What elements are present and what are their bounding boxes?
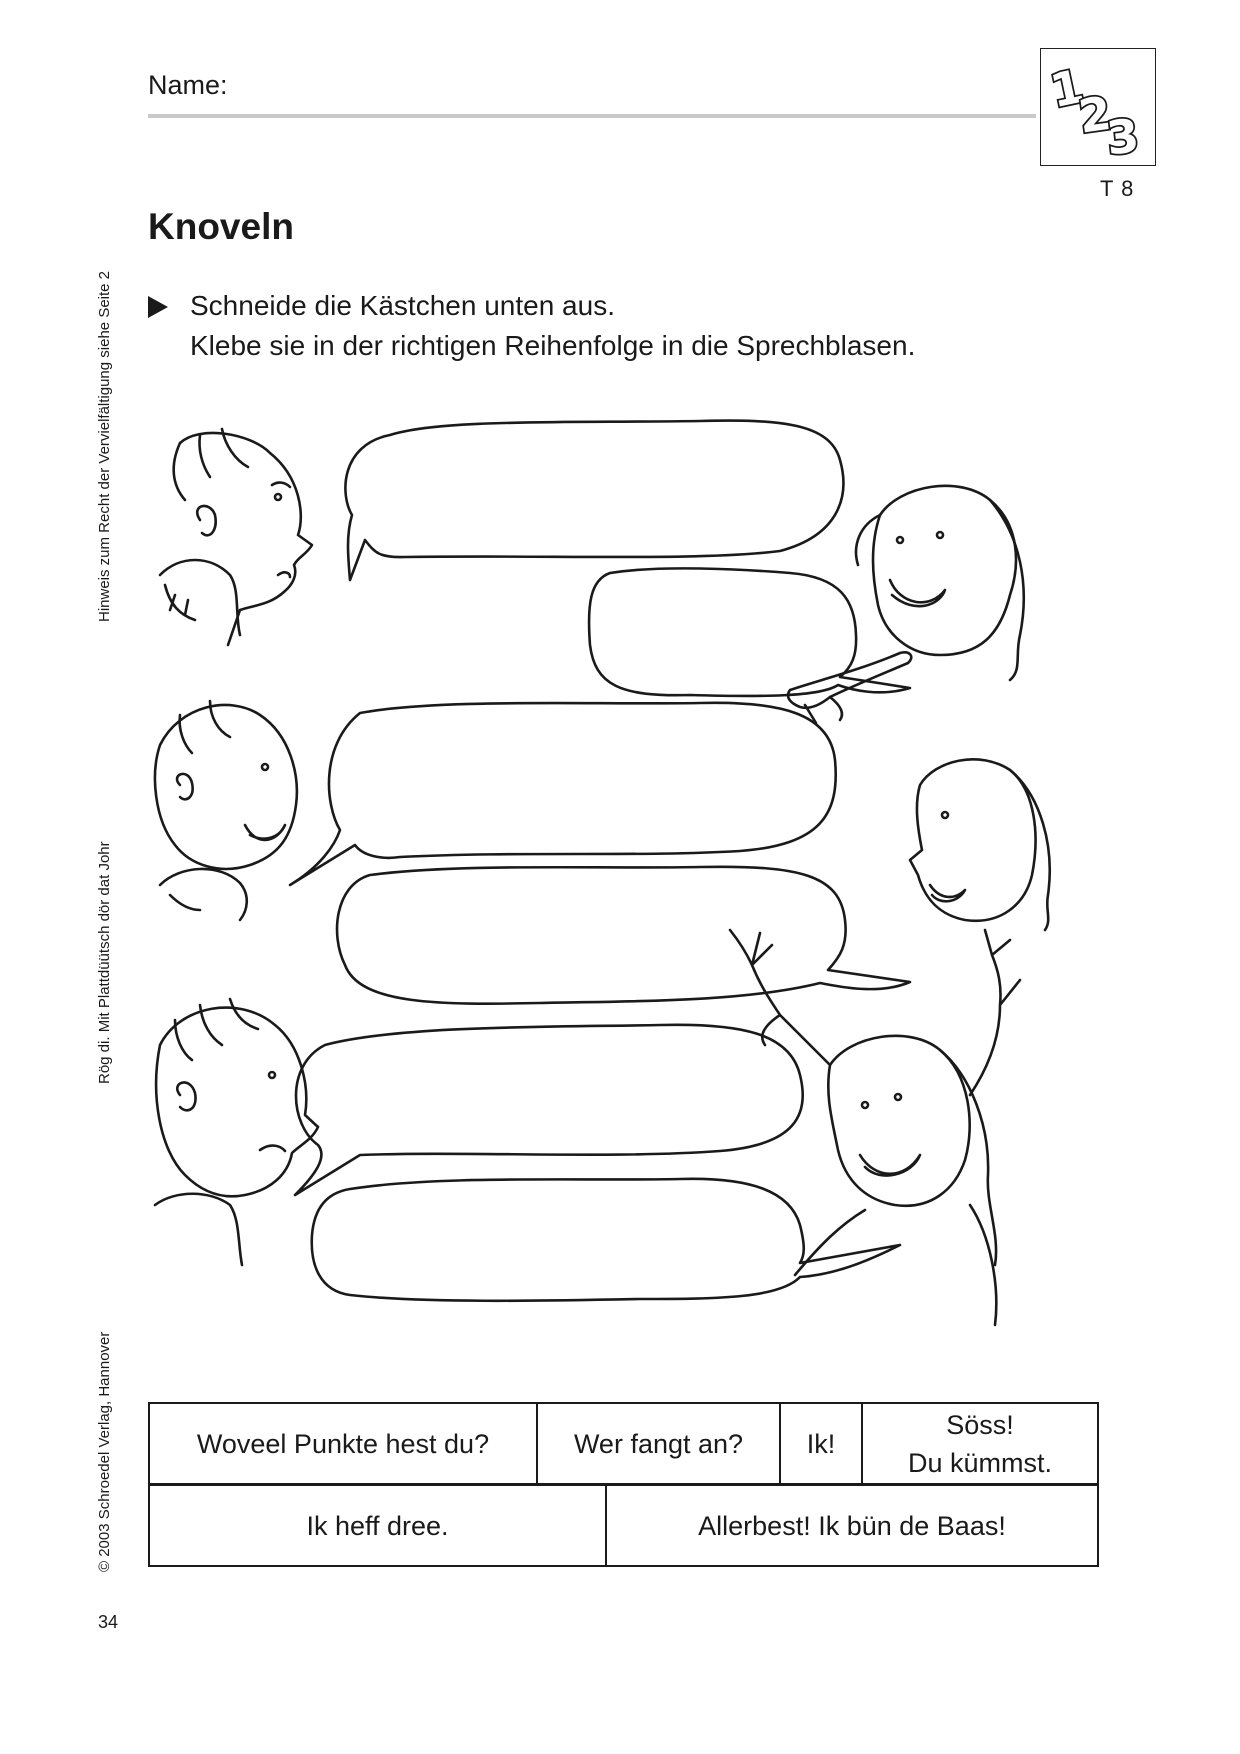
snippet-wer-fangt-an[interactable] (536, 1402, 781, 1485)
speech-bubble-2[interactable] (589, 568, 910, 696)
speech-bubble-1[interactable] (345, 421, 843, 580)
snippet-ik-heff-dree[interactable] (148, 1484, 607, 1567)
snippet-text: Wer fangt an? (573, 1428, 744, 1459)
girl-2-drawing (910, 759, 1050, 930)
instruction-line-1: Schneide die Kästchen unten aus. (190, 290, 615, 321)
snippet-woveel-punkte[interactable] (148, 1402, 538, 1485)
sheet-code: T 8 (1100, 176, 1135, 201)
page-number: 34 (98, 1612, 119, 1632)
book-title-note: Rög di. Mit Plattdüütsch dör dat Johr (96, 841, 113, 1084)
boy-3-drawing (155, 999, 318, 1265)
play-arrow-icon (148, 296, 168, 318)
snippet-text-line-2: Du kümmst. (907, 1447, 1053, 1478)
logo-digit-1: 1 (1045, 58, 1089, 119)
name-label: Name: (148, 70, 228, 100)
speech-bubble-5[interactable] (295, 1025, 803, 1195)
boy-2-drawing (155, 701, 297, 920)
snippet-text: Ik! (806, 1428, 836, 1459)
speech-bubble-4[interactable] (337, 867, 910, 1004)
cutout-snippets-table (148, 1403, 1099, 1567)
logo-digit-2: 2 (1075, 85, 1115, 144)
rights-note: Hinweis zum Recht der Vervielfältigung siehe Seite 2 (96, 270, 113, 622)
speech-bubble-6[interactable] (312, 1179, 900, 1301)
name-write-line[interactable] (148, 114, 1036, 118)
numbers-logo (1040, 48, 1156, 166)
snippet-text: Ik heff dree. (306, 1510, 449, 1541)
snippet-text-line-1: Söss! (946, 1409, 1014, 1440)
boy-1-drawing (160, 429, 312, 645)
snippet-allerbest[interactable] (605, 1484, 1099, 1567)
page-title: Knoveln (148, 206, 294, 247)
logo-digit-3: 3 (1104, 108, 1142, 166)
copyright-note: © 2003 Schroedel Verlag, Hannover (96, 1331, 113, 1572)
snippet-ik[interactable] (779, 1402, 863, 1485)
snippet-soess-du-kuemmst[interactable] (861, 1402, 1099, 1485)
snippet-text: Woveel Punkte hest du? (196, 1428, 490, 1459)
speech-bubble-3[interactable] (290, 703, 836, 885)
instruction-line-2: Klebe sie in der richtigen Reihenfolge in die Sprechblasen. (190, 330, 916, 361)
side-notes (96, 0, 118, 1754)
snippet-text: Allerbest! Ik bün de Baas! (698, 1510, 1006, 1541)
speech-bubble-illustration (140, 405, 1140, 1365)
